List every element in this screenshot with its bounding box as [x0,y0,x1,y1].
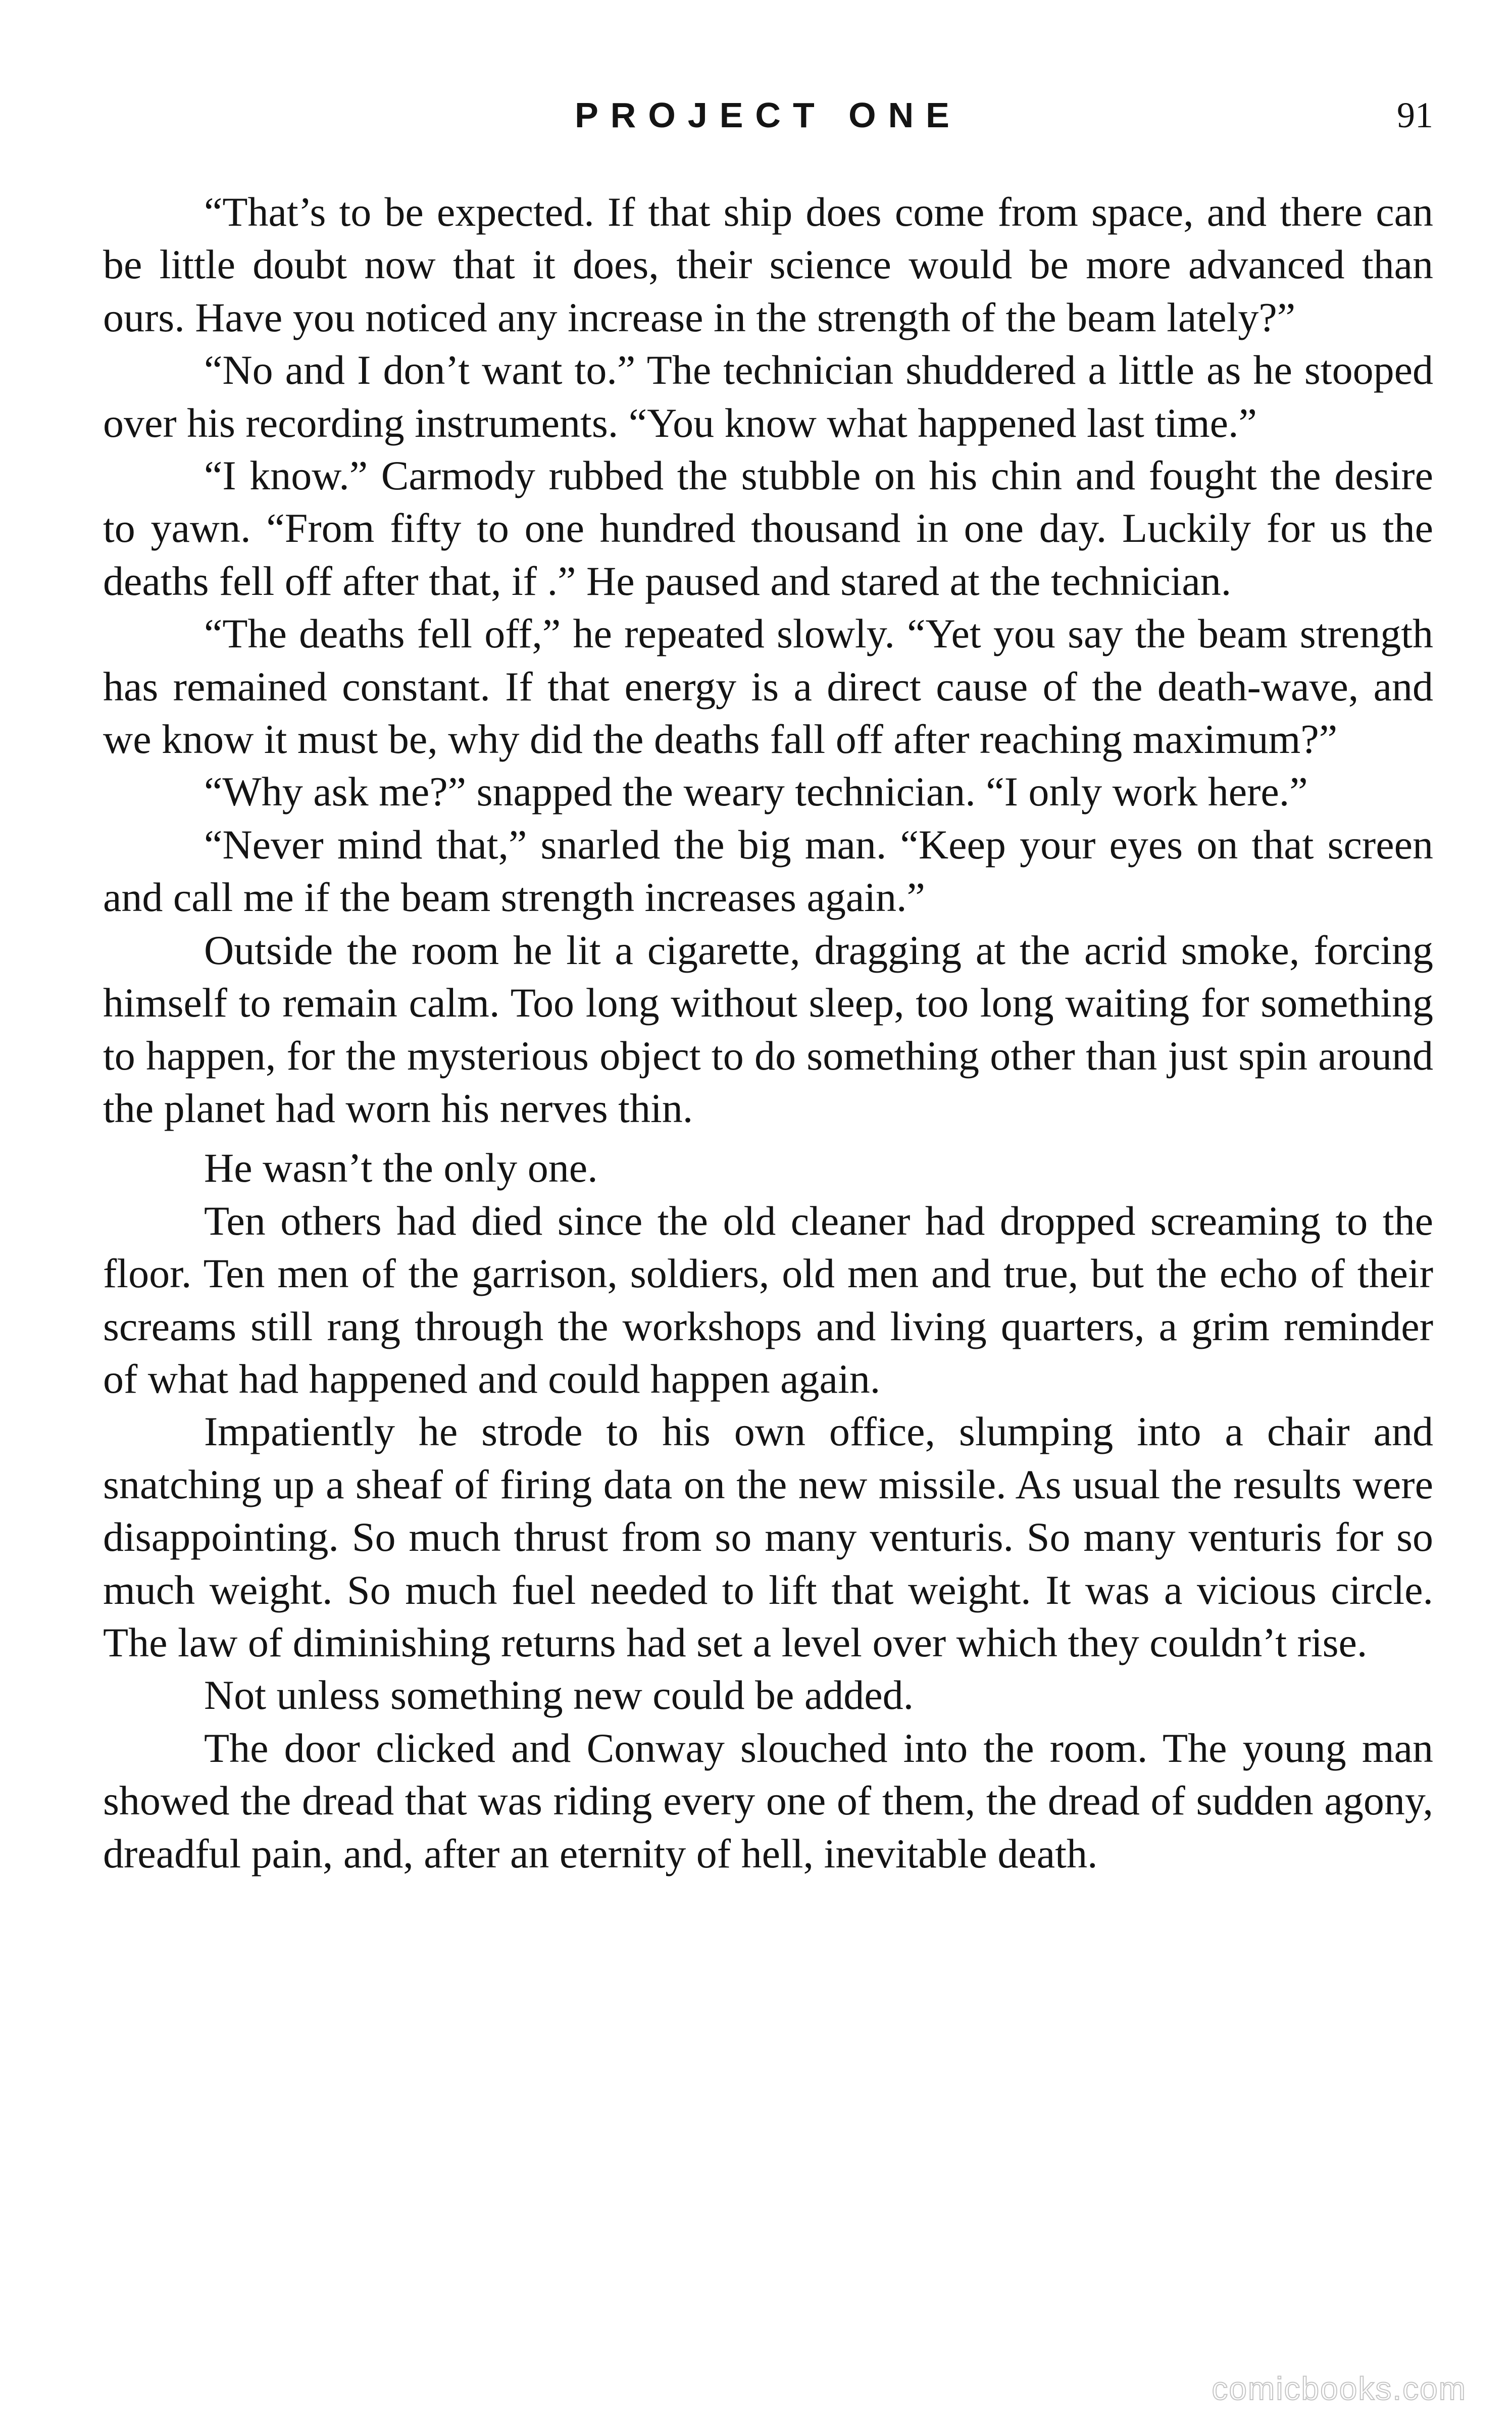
paragraph: “I know.” Carmody rubbed the stubble on his chin and fought the desire to yawn. “From fifty to one hundred thousand in one day. Luckily for us the deaths fell off after that, if .” He paused and stared at the technician. [103,452,1433,604]
paragraph: “Never mind that,” snarled the big man. “Keep your eyes on that screen and call me if the beam strength increases again.” [103,821,1433,921]
paragraph: Outside the room he lit a cigarette, dragging at the acrid smoke, forcing himself to remain calm. Too long without sleep, too long waiting for something to happen, for the mysterious object to do something other than just spin around the planet had worn his nerves thin. [103,927,1433,1131]
paragraph: He wasn’t the only one. [204,1145,598,1191]
paragraph: The door clicked and Conway slouched into the room. The young man showed the dread that was riding every one of them, the dread of sudden agony, dreadful pain, and, after an eternity of hell, inevitable death. [103,1725,1433,1877]
paragraph: Not unless something new could be added. [204,1672,914,1718]
paragraph: “That’s to be expected. If that ship does come from space, and there can be little doubt now that it does, their science would be more advanced than ours. Have you noticed any increase in the strength of the beam lately?” [103,189,1433,340]
paragraph: “No and I don’t want to.” The technician shuddered a little as he stooped over his recording instruments. “You know what happened last time.” [103,347,1433,446]
body-text [103,186,1433,1880]
chapter-title: PROJECT ONE [575,95,962,135]
running-head [103,90,1433,145]
paragraph: Ten others had died since the old cleaner had dropped screaming to the floor. Ten men of the garrison, soldiers, old men and true, but the echo of their screams still rang through the workshops and living quarters, a grim reminder of what had happened and could happen again. [103,1197,1433,1402]
site-watermark: comicbooks.com [1212,2370,1467,2407]
paragraph: Impatiently he strode to his own office, slumping into a chair and snatching up a sheaf of firing data on the new missile. As usual the results were disappointing. So much thrust from so many venturis. So many venturis for so much weight. So much fuel needed to lift that weight. It was a vicious circle. The law of diminishing returns had set a level over which they couldn’t rise. [103,1408,1433,1665]
page-number: 91 [1397,95,1433,135]
paragraph: “The deaths fell off,” he repeated slowly. “Yet you say the beam strength has remained constant. If that energy is a direct cause of the death-wave, and we know it must be, why did the deaths fall off after reaching maximum?” [103,611,1433,763]
paragraph: “Why ask me?” snapped the weary technician. “I only work here.” [204,769,1308,815]
